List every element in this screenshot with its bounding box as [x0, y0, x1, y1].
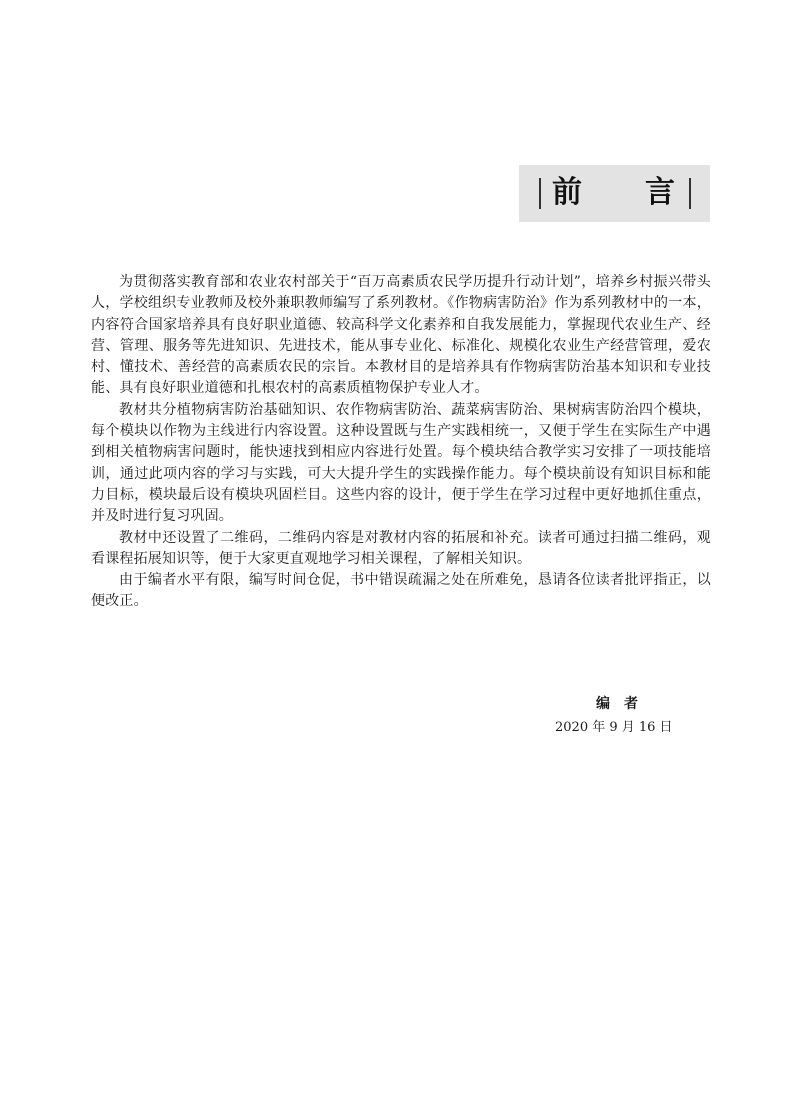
paragraph-2: 教材共分植物病害防治基础知识、农作物病害防治、蔬菜病害防治、果树病害防治四个模块，每个模块以作物为主线进行内容设置。这种设置既与生产实践相统一，又便于学生在实际生产中遇到相关植物病害问题时，能快速找到相应内容进行处置。每个模块结合教学实习安排了一项技能培训，通过此项内容的学习与实践，可大大提升学生的实践操作能力。每个模块前设有知识目标和能力目标，模块最后设有模块巩固栏目。这些内容的设计，便于学生在学习过程中更好地抓住重点，并及时进行复习巩固。 [91, 401, 711, 525]
heading-char-2: 言 [645, 175, 675, 210]
paragraph-3: 教材中还设置了二维码，二维码内容是对教材内容的拓展和补充。读者可通过扫描二维码，观看课程拓展知识等，便于大家更直观地学习相关课程，了解相关知识。 [91, 529, 711, 567]
signature-date: 2020 年 9 月 16 日 [555, 720, 673, 735]
preface-heading-box [519, 165, 710, 222]
paragraph-4: 由于编者水平有限，编写时间仓促，书中错误疏漏之处在所难免，恳请各位读者批评指正，以便改正。 [91, 572, 711, 610]
heading-char-1: 前 [552, 175, 582, 210]
preface-body [91, 272, 711, 613]
heading-left-bar [539, 178, 541, 209]
paragraph-1: 为贯彻落实教育部和农业农村部关于“百万高素质农民学历提升行动计划”，培养乡村振兴带头人，学校组织专业教师及校外兼职教师编写了系列教材。《作物病害防治》作为系列教材中的一本，内容符合国家培养具有良好职业道德、较高科学文化素养和自我发展能力，掌握现代农业生产、经营、管理、服务等先进知识、先进技术，能从事专业化、标准化、规模化农业生产经营管理，爱农村、懂技术、善经营的高素质农民的宗旨。本教材目的是培养具有作物病害防治基本知识和专业技能、具有良好职业道德和扎根农村的高素质植物保护专业人才。 [91, 274, 711, 397]
signature-block [540, 693, 700, 739]
heading-right-bar [689, 178, 691, 209]
signature-author: 编者 [596, 696, 652, 712]
